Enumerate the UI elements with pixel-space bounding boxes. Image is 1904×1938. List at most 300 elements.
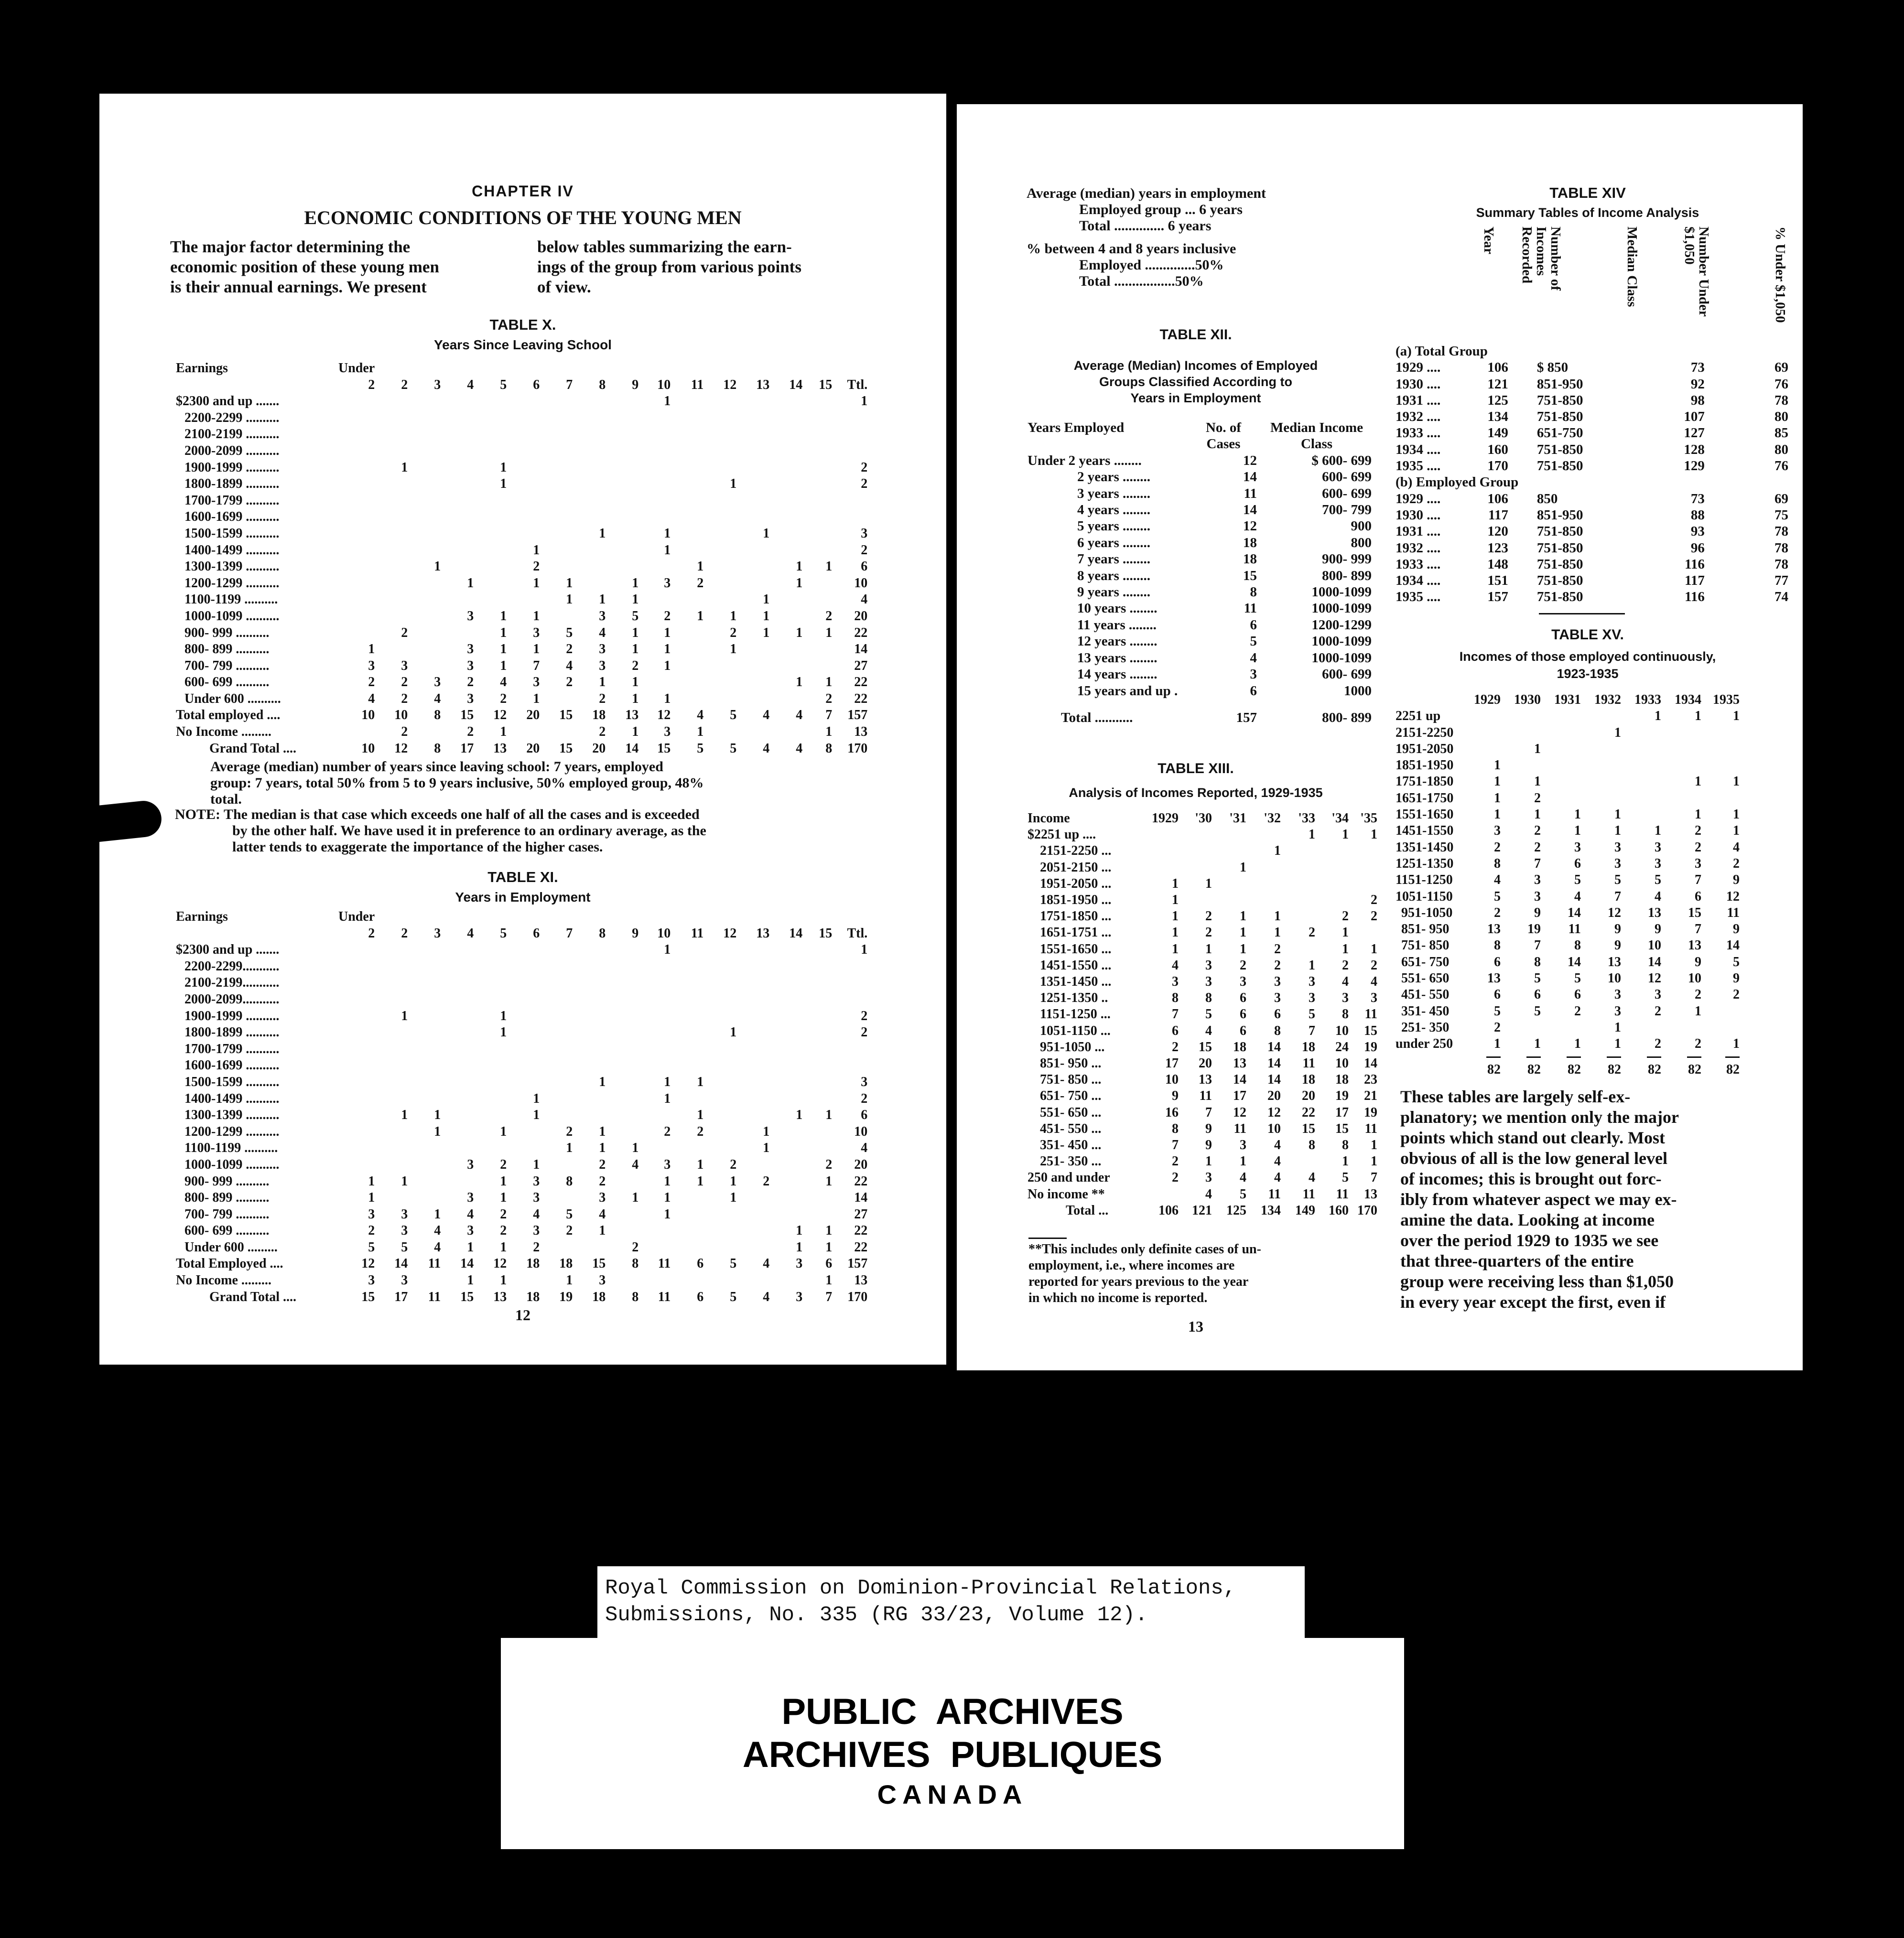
table-row bbox=[1028, 1170, 1377, 1186]
table-cell: 1 bbox=[401, 1108, 408, 1123]
table-cell: 9 bbox=[1534, 905, 1541, 920]
table-cell bbox=[832, 1041, 867, 1058]
table-cell bbox=[441, 991, 474, 1008]
table-cell bbox=[507, 1124, 540, 1141]
table-cell: 8 bbox=[1574, 938, 1581, 953]
table-cell: 1 bbox=[825, 625, 833, 640]
table-cell bbox=[573, 410, 606, 427]
table-cell bbox=[736, 1107, 769, 1124]
table-cell bbox=[1179, 827, 1212, 843]
table-cell: 19 bbox=[559, 1289, 573, 1304]
table-row bbox=[176, 1107, 867, 1124]
table-cell: 3 bbox=[1534, 872, 1541, 888]
body-paragraph bbox=[1400, 1087, 1783, 1313]
table-cell bbox=[703, 691, 736, 708]
table-cell: 11 bbox=[428, 1256, 441, 1271]
table-cell: 11 bbox=[658, 1289, 671, 1304]
table-cell: 6 bbox=[1574, 987, 1581, 1002]
table15 bbox=[1396, 692, 1740, 1078]
table-cell: 6 bbox=[1494, 987, 1501, 1002]
table-cell: 1 bbox=[730, 1025, 737, 1040]
table14-title: TABLE XIV bbox=[1549, 184, 1626, 201]
table-cell bbox=[1701, 741, 1740, 757]
table-cell bbox=[638, 1024, 671, 1041]
table-cell bbox=[507, 724, 540, 741]
table-cell: 7 years ........ bbox=[1077, 551, 1151, 567]
table-cell: 6 bbox=[533, 926, 540, 941]
table-cell: 9 bbox=[1614, 938, 1621, 953]
table-cell: 19 bbox=[1335, 1088, 1349, 1104]
table-cell: 1200-1299 bbox=[1311, 617, 1372, 633]
table-cell: 10 bbox=[394, 708, 408, 723]
table-cell bbox=[769, 1190, 802, 1206]
table-cell: 1 bbox=[632, 625, 639, 640]
table-cell: 1 bbox=[763, 1141, 770, 1156]
table-cell bbox=[540, 476, 573, 493]
table-cell bbox=[638, 1272, 671, 1289]
table-cell: 10 bbox=[1648, 938, 1661, 953]
table10-median-note bbox=[210, 759, 889, 808]
table-cell bbox=[769, 1272, 802, 1289]
table-cell bbox=[338, 608, 375, 625]
table-cell bbox=[507, 410, 540, 427]
table-cell bbox=[507, 942, 540, 958]
table-cell: 4 bbox=[1274, 1154, 1281, 1169]
table-cell: 2200-2299........... bbox=[184, 958, 280, 974]
table-cell: 20 bbox=[1199, 1056, 1212, 1071]
table-row bbox=[1028, 1203, 1377, 1219]
table-row bbox=[1028, 827, 1377, 843]
table-cell: 2 bbox=[1733, 856, 1740, 871]
table-cell: 19 bbox=[1527, 922, 1541, 937]
table-cell bbox=[736, 1091, 769, 1108]
table-cell bbox=[802, 575, 832, 592]
table-cell: 1 bbox=[1614, 1036, 1621, 1052]
table-cell: 2 bbox=[599, 724, 606, 740]
table-cell: 551- 650 ... bbox=[1040, 1105, 1102, 1120]
table-cell bbox=[802, 942, 832, 958]
table-cell bbox=[736, 1272, 769, 1289]
table-cell: 15 bbox=[819, 926, 833, 941]
table-cell: 2 bbox=[1371, 893, 1377, 908]
table-cell: 1 bbox=[500, 1174, 507, 1189]
table-cell: 1 bbox=[1534, 807, 1541, 822]
table-cell bbox=[638, 410, 671, 427]
table-cell: 1000-1099 bbox=[1311, 584, 1372, 600]
table-cell: Class bbox=[1300, 436, 1333, 452]
table-cell bbox=[606, 493, 638, 509]
table-cell: 20 bbox=[526, 741, 540, 756]
table-cell: 106 bbox=[1487, 491, 1508, 506]
table-cell bbox=[1701, 725, 1740, 741]
table-cell bbox=[375, 1091, 408, 1108]
table-cell: 27 bbox=[854, 1206, 868, 1222]
table-cell: 1 bbox=[664, 1074, 671, 1089]
table-cell: 1 bbox=[763, 592, 770, 607]
table-row bbox=[1028, 892, 1377, 908]
table-cell: 19 bbox=[1364, 1039, 1377, 1055]
table-cell bbox=[606, 460, 638, 476]
table-cell bbox=[671, 509, 703, 526]
table-cell: 10 bbox=[1267, 1121, 1281, 1136]
table-cell: 1251-1350 .. bbox=[1040, 991, 1108, 1006]
table-cell: 4 bbox=[861, 592, 868, 607]
table-cell: Total ........... bbox=[1061, 710, 1133, 725]
table-row bbox=[1028, 990, 1377, 1006]
table-cell bbox=[606, 443, 638, 460]
table-cell bbox=[540, 724, 573, 741]
table-cell bbox=[638, 1239, 671, 1256]
table-cell bbox=[176, 377, 338, 394]
table-cell bbox=[338, 1107, 375, 1124]
table-row bbox=[176, 658, 867, 675]
table-cell bbox=[408, 991, 441, 1008]
table-cell bbox=[1281, 1153, 1315, 1170]
body-line: in every year except the first, even if bbox=[1400, 1292, 1666, 1312]
table-cell bbox=[540, 1024, 573, 1041]
table-cell: 800- 899 .......... bbox=[184, 642, 270, 657]
table-cell bbox=[338, 1024, 375, 1041]
table-cell bbox=[671, 1024, 703, 1041]
table-cell: 1 bbox=[533, 1108, 540, 1123]
table-cell bbox=[1212, 876, 1246, 892]
table-cell: 2 bbox=[401, 675, 408, 690]
table-cell bbox=[638, 592, 671, 608]
table-cell: 17 bbox=[1335, 1105, 1349, 1120]
table-row bbox=[1028, 600, 1372, 616]
table-cell: 2 bbox=[566, 642, 573, 657]
table-cell bbox=[736, 975, 769, 991]
table-row bbox=[1028, 518, 1372, 534]
table-row bbox=[1028, 551, 1372, 567]
archive-caption bbox=[597, 1566, 1305, 1643]
table-cell bbox=[573, 426, 606, 443]
table-cell bbox=[736, 958, 769, 975]
table-cell: 1932 bbox=[1594, 692, 1621, 707]
table-cell: 96 bbox=[1690, 540, 1705, 556]
table-cell: 125 bbox=[1226, 1203, 1246, 1218]
table-cell: 12 bbox=[1608, 905, 1621, 920]
table-row bbox=[176, 460, 867, 476]
table-cell: 1 bbox=[1494, 758, 1501, 773]
table-cell: 12 bbox=[1233, 1105, 1246, 1120]
table-row bbox=[176, 476, 867, 493]
table-cell: 1 bbox=[500, 1025, 507, 1040]
table-cell: 600- 699 bbox=[1322, 469, 1372, 485]
table-cell: 6 bbox=[1494, 954, 1501, 969]
table-cell: 16 bbox=[1165, 1105, 1179, 1120]
table-cell: 1931 .... bbox=[1396, 524, 1441, 539]
table-cell bbox=[573, 509, 606, 526]
table-row bbox=[176, 1140, 867, 1157]
table-row bbox=[1396, 589, 1803, 605]
table-cell bbox=[832, 1057, 867, 1074]
table-cell: 2 years ........ bbox=[1077, 469, 1151, 485]
table-cell: 2 bbox=[1655, 1003, 1661, 1019]
table-cell bbox=[736, 658, 769, 675]
table-cell: 900- 999 bbox=[1322, 551, 1372, 567]
table-cell: 3 bbox=[1695, 856, 1701, 871]
table-cell: 6 bbox=[1240, 991, 1246, 1006]
table-cell bbox=[408, 942, 441, 958]
table-cell: 1 bbox=[730, 1174, 737, 1189]
table-cell: 2 bbox=[533, 559, 540, 574]
table-row bbox=[1028, 1137, 1377, 1153]
table-cell bbox=[474, 1074, 507, 1091]
table-cell: 15 bbox=[1335, 1121, 1349, 1136]
table-cell: 22 bbox=[854, 1239, 868, 1255]
table-cell bbox=[638, 509, 671, 526]
table-cell: 78 bbox=[1774, 392, 1788, 408]
table-row bbox=[1028, 925, 1377, 941]
table-cell bbox=[375, 1124, 408, 1141]
table-cell: 1 bbox=[500, 1008, 507, 1023]
table-row bbox=[1028, 1088, 1377, 1104]
table-cell: 751-850 bbox=[1536, 589, 1583, 605]
table-cell bbox=[638, 1041, 671, 1058]
table-cell: 170 bbox=[847, 741, 868, 756]
table-cell bbox=[606, 958, 638, 975]
table-cell: 1 bbox=[825, 1108, 833, 1123]
table-cell: 600- 699 bbox=[1322, 485, 1372, 501]
table-cell: 1 bbox=[533, 1157, 540, 1172]
table-cell: 1 bbox=[1342, 1154, 1349, 1169]
table-row bbox=[1396, 1036, 1740, 1052]
table-cell: 1 bbox=[763, 625, 770, 640]
table-cell bbox=[441, 1041, 474, 1058]
table-cell: 1 bbox=[368, 1190, 375, 1206]
note-line: NOTE: The median is that case which exceeds one half of all the cases and is exceeded bbox=[175, 807, 700, 822]
table-cell: 1 bbox=[533, 642, 540, 657]
table-cell bbox=[338, 393, 375, 410]
table-cell: 1 bbox=[1205, 1154, 1212, 1169]
table-cell bbox=[1179, 892, 1212, 908]
table-cell: 20 bbox=[1302, 1088, 1315, 1104]
table-cell bbox=[474, 1057, 507, 1074]
table-cell bbox=[507, 393, 540, 410]
table-cell bbox=[573, 443, 606, 460]
table-cell: 1 bbox=[1240, 909, 1246, 924]
table-cell: 74 bbox=[1774, 589, 1788, 605]
table-row bbox=[1396, 409, 1803, 425]
table-cell bbox=[1621, 1020, 1661, 1036]
table-cell bbox=[736, 1041, 769, 1058]
table-cell: 1 bbox=[1205, 941, 1212, 957]
table-cell bbox=[507, 1008, 540, 1025]
table-cell: 106 bbox=[1487, 360, 1508, 376]
table-row bbox=[176, 641, 867, 658]
table-cell: 4 bbox=[500, 675, 507, 690]
table-cell: 3 bbox=[1250, 667, 1257, 682]
table-row bbox=[1396, 540, 1803, 556]
table-cell bbox=[540, 975, 573, 991]
table-cell: 88 bbox=[1690, 507, 1705, 523]
table-row bbox=[176, 1190, 867, 1206]
table-cell bbox=[832, 975, 867, 991]
table-cell: 73 bbox=[1690, 491, 1705, 506]
table-cell bbox=[408, 625, 441, 642]
table-cell bbox=[1701, 1003, 1740, 1020]
table-cell bbox=[703, 1124, 736, 1141]
table-cell bbox=[832, 426, 867, 443]
table-cell: 2 bbox=[664, 608, 671, 624]
table-cell bbox=[474, 909, 507, 926]
table-row bbox=[1028, 617, 1372, 633]
table-cell: 2 bbox=[1309, 925, 1315, 940]
table-cell: 7 bbox=[1534, 938, 1541, 953]
table-cell bbox=[638, 476, 671, 493]
table-cell bbox=[540, 443, 573, 460]
table-cell: 3 bbox=[434, 926, 441, 941]
table-cell bbox=[638, 443, 671, 460]
table-cell bbox=[441, 410, 474, 427]
table-header-row bbox=[176, 377, 867, 394]
table-cell bbox=[375, 360, 408, 377]
table-cell bbox=[441, 1124, 474, 1141]
table-cell: 11 bbox=[1364, 1121, 1377, 1136]
table-cell: 1 bbox=[1733, 774, 1740, 789]
table-cell: 117 bbox=[1488, 507, 1508, 523]
table-cell: 1 bbox=[796, 1108, 803, 1123]
table-cell: 1 bbox=[861, 942, 868, 958]
table-cell: 2 bbox=[467, 724, 474, 740]
table-cell: 700- 799 .......... bbox=[184, 1206, 270, 1222]
table-cell: 4 bbox=[763, 1289, 770, 1304]
table-cell: $2300 and up ....... bbox=[176, 942, 280, 958]
table-cell: 1000-1099 bbox=[1311, 601, 1372, 616]
table-row bbox=[176, 559, 867, 575]
table-cell bbox=[375, 476, 408, 493]
table-row bbox=[1028, 1055, 1377, 1072]
table-cell bbox=[638, 975, 671, 991]
table-cell bbox=[671, 426, 703, 443]
table-cell: 125 bbox=[1487, 392, 1508, 408]
table-cell: 2 bbox=[1695, 1036, 1701, 1052]
table-cell bbox=[802, 1024, 832, 1041]
table-cell bbox=[375, 410, 408, 427]
table-cell bbox=[1281, 892, 1315, 908]
median-note bbox=[175, 807, 892, 855]
table-row bbox=[1028, 502, 1372, 518]
median-note-line: Average (median) number of years since leaving school: 7 years, employed bbox=[210, 759, 663, 775]
table-row bbox=[1396, 889, 1740, 905]
table-row bbox=[1396, 1020, 1740, 1036]
table-cell: 1 bbox=[566, 592, 573, 607]
table-cell bbox=[338, 542, 375, 559]
table-row bbox=[176, 410, 867, 427]
table-cell: 5 bbox=[1655, 872, 1661, 888]
table-cell: 128 bbox=[1684, 441, 1705, 457]
table10-title: TABLE X. bbox=[489, 316, 556, 333]
table-cell: 2 bbox=[632, 1239, 639, 1255]
table-cell: 4 bbox=[368, 691, 375, 706]
table-cell: 20 bbox=[592, 741, 606, 756]
table-cell bbox=[802, 991, 832, 1008]
table-cell bbox=[540, 991, 573, 1008]
table-cell: 5 bbox=[730, 1289, 737, 1304]
table15-subtitle-line: Incomes of those employed continuously, bbox=[1459, 649, 1716, 664]
table-cell bbox=[408, 360, 441, 377]
table-cell bbox=[408, 1091, 441, 1108]
table-row bbox=[176, 1024, 867, 1041]
table-row bbox=[1396, 725, 1740, 741]
table-cell: 121 bbox=[1192, 1203, 1212, 1218]
table-cell bbox=[474, 1140, 507, 1157]
table-cell: 14 bbox=[460, 1256, 474, 1271]
table-cell: 4 bbox=[467, 1206, 474, 1222]
table-cell: 1900-1999 .......... bbox=[184, 460, 280, 475]
body-line: over the period 1929 to 1935 we see bbox=[1400, 1231, 1659, 1250]
table-cell bbox=[338, 991, 375, 1008]
table-row bbox=[1396, 458, 1803, 474]
table-cell: Under bbox=[338, 361, 375, 376]
table-cell: 12 bbox=[493, 708, 507, 723]
table-cell bbox=[671, 526, 703, 542]
table-cell bbox=[338, 1008, 375, 1025]
table-cell: '31 bbox=[1229, 811, 1246, 826]
table-cell bbox=[1281, 860, 1315, 876]
table-cell bbox=[638, 958, 671, 975]
table-cell: 6 bbox=[1695, 889, 1701, 904]
table-cell bbox=[606, 360, 638, 377]
table-cell bbox=[408, 975, 441, 991]
table-cell: 4 bbox=[599, 1206, 606, 1222]
table-cell bbox=[606, 1074, 638, 1091]
table-cell bbox=[736, 991, 769, 1008]
table-cell bbox=[703, 1239, 736, 1256]
table-cell bbox=[441, 426, 474, 443]
table-cell bbox=[540, 360, 573, 377]
table-cell: 13 bbox=[854, 1273, 868, 1288]
table-cell bbox=[769, 1124, 802, 1141]
table-row bbox=[1028, 650, 1372, 666]
table-cell bbox=[408, 1057, 441, 1074]
table-cell bbox=[573, 460, 606, 476]
table-cell bbox=[1541, 774, 1581, 790]
table-cell bbox=[441, 393, 474, 410]
table-cell bbox=[1349, 843, 1377, 859]
table-total-row bbox=[1028, 699, 1372, 726]
table-row bbox=[176, 942, 867, 958]
table-cell bbox=[507, 1024, 540, 1041]
table-cell: 11 bbox=[1199, 1088, 1212, 1104]
table-cell bbox=[1581, 741, 1621, 757]
table-cell: 127 bbox=[1684, 425, 1705, 441]
table-cell bbox=[375, 592, 408, 608]
table-cell bbox=[769, 1008, 802, 1025]
table-row bbox=[1028, 1006, 1377, 1023]
table-cell bbox=[540, 393, 573, 410]
table-cell: 3 bbox=[401, 1206, 408, 1222]
table-cell: 4 bbox=[763, 741, 770, 756]
table-cell bbox=[703, 526, 736, 542]
table-row bbox=[1396, 807, 1740, 823]
table-cell: 8 bbox=[566, 1174, 573, 1189]
table-cell bbox=[540, 542, 573, 559]
table-cell: 5 bbox=[1494, 1003, 1501, 1019]
table-cell bbox=[769, 460, 802, 476]
table-cell: 3 bbox=[434, 377, 441, 392]
table-cell: 3 bbox=[1342, 991, 1349, 1006]
table-cell: 5 bbox=[1574, 971, 1581, 986]
table-cell bbox=[441, 942, 474, 958]
table-cell: 9 bbox=[1733, 872, 1740, 888]
table-cell: 82 bbox=[1568, 1062, 1581, 1077]
table-cell bbox=[507, 509, 540, 526]
table-cell: 11 bbox=[1727, 905, 1740, 920]
table-cell: 15 bbox=[819, 377, 833, 392]
body-line: planatory; we mention only the major bbox=[1400, 1108, 1679, 1127]
